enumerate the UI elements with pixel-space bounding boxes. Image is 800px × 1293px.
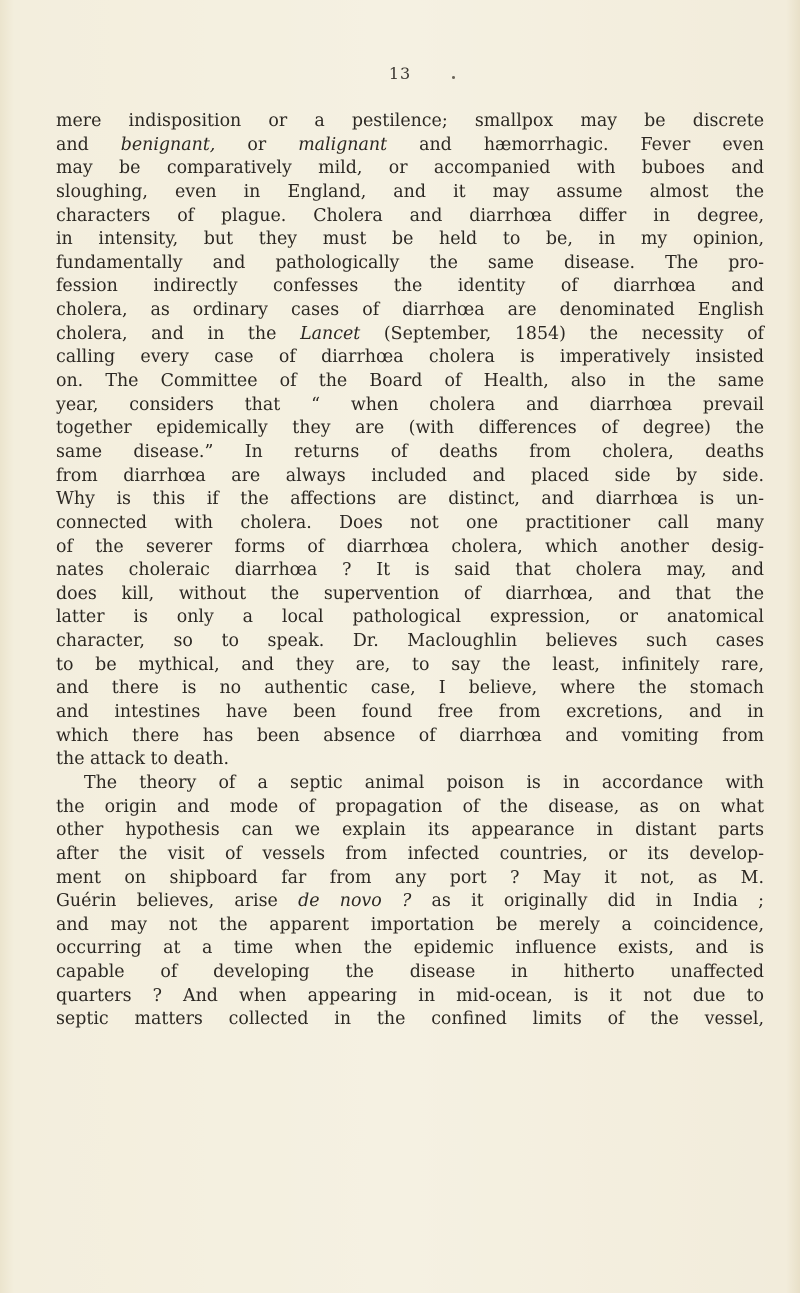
text-segment: occurring at a time when the epidemic influence exists, and is bbox=[56, 938, 764, 959]
text-line bbox=[56, 914, 764, 938]
text-segment: other hypothesis can we explain its appearance in distant parts bbox=[56, 820, 764, 841]
text-segment: the origin and mode of propagation of the disease, as on what bbox=[56, 796, 764, 817]
italic-text: Lancet bbox=[300, 323, 361, 344]
text-segment: calling every case of diarrhœa cholera is imperatively insisted bbox=[56, 347, 764, 368]
text-line bbox=[56, 559, 764, 583]
text-segment: connected with cholera. Does not one practitioner call many bbox=[56, 512, 764, 533]
italic-text: de novo ? bbox=[298, 891, 412, 912]
body-text bbox=[56, 110, 764, 1032]
text-segment: does kill, without the supervention of diarrhœa, and that the bbox=[56, 583, 764, 604]
text-segment: ment on shipboard far from any port ? May it not, as M. bbox=[56, 867, 764, 888]
text-segment: and intestines have been found free from excretions, and in bbox=[56, 702, 764, 723]
text-segment: of the severer forms of diarrhœa cholera, which another desig- bbox=[56, 536, 764, 557]
text-segment: or bbox=[215, 134, 299, 155]
text-segment: from diarrhœa are always included and placed side by side. bbox=[56, 465, 764, 486]
text-line bbox=[56, 394, 764, 418]
text-line bbox=[56, 134, 764, 158]
text-line bbox=[56, 228, 764, 252]
text-segment: to be mythical, and they are, to say the least, infinitely rare, bbox=[56, 654, 764, 675]
text-line bbox=[56, 725, 764, 749]
text-line bbox=[56, 677, 764, 701]
text-line bbox=[56, 275, 764, 299]
text-line bbox=[56, 819, 764, 843]
text-segment: after the visit of vessels from infected countries, or its develop- bbox=[56, 843, 764, 864]
text-segment: cholera, and in the bbox=[56, 323, 301, 344]
text-line bbox=[56, 417, 764, 441]
text-segment: and there is no authentic case, I believe, where the stomach bbox=[56, 678, 764, 699]
text-segment: capable of developing the disease in hitherto unaffected bbox=[56, 962, 764, 983]
text-line bbox=[56, 796, 764, 820]
text-line bbox=[56, 583, 764, 607]
text-segment: nates choleraic diarrhœa ? It is said that cholera may, and bbox=[56, 560, 764, 581]
text-segment: latter is only a local pathological expression, or anatomical bbox=[56, 607, 764, 628]
text-line bbox=[56, 370, 764, 394]
text-segment: and may not the apparent importation be merely a coincidence, bbox=[56, 914, 764, 935]
text-segment: fession indirectly confesses the identity of diarrhœa and bbox=[56, 276, 764, 297]
text-segment: which there has been absence of diarrhœa and vomiting from bbox=[56, 725, 764, 746]
text-line bbox=[56, 512, 764, 536]
text-line bbox=[56, 606, 764, 630]
text-line bbox=[56, 772, 764, 796]
text-segment: fundamentally and pathologically the same disease. The pro- bbox=[56, 252, 764, 273]
text-line bbox=[56, 867, 764, 891]
text-segment: Why is this if the affections are distinct, and diarrhœa is un- bbox=[56, 489, 764, 510]
text-segment: quarters ? And when appearing in mid-ocean, is it not due to bbox=[56, 985, 764, 1006]
text-line bbox=[56, 441, 764, 465]
page-number: 13 bbox=[388, 64, 412, 83]
italic-text: malignant bbox=[298, 134, 388, 155]
text-line bbox=[56, 110, 764, 134]
text-line bbox=[56, 748, 764, 772]
text-line bbox=[56, 252, 764, 276]
text-segment: The theory of a septic animal poison is in accordance with bbox=[84, 772, 764, 793]
text-line bbox=[56, 985, 764, 1009]
text-line bbox=[56, 536, 764, 560]
text-segment: character, so to speak. Dr. Macloughlin believes such cases bbox=[56, 631, 764, 652]
text-line bbox=[56, 157, 764, 181]
text-segment: mere indisposition or a pestilence; smallpox may be discrete bbox=[56, 111, 764, 131]
text-line bbox=[56, 654, 764, 678]
text-line bbox=[56, 488, 764, 512]
text-segment: (September, 1854) the necessity of bbox=[360, 323, 764, 344]
text-line bbox=[56, 843, 764, 867]
text-segment: as it originally did in India ; bbox=[411, 891, 764, 912]
text-line bbox=[56, 323, 764, 347]
text-segment: cholera, as ordinary cases of diarrhœa are denominated English bbox=[56, 300, 764, 321]
text-line bbox=[56, 181, 764, 205]
text-segment: on. The Committee of the Board of Health, also in the same bbox=[56, 371, 764, 392]
text-segment: sloughing, even in England, and it may assume almost the bbox=[56, 181, 764, 202]
text-segment: and hæmorrhagic. Fever even bbox=[387, 134, 764, 155]
text-line bbox=[56, 465, 764, 489]
italic-text: benignant, bbox=[120, 134, 216, 155]
text-segment: year, considers that “ when cholera and diarrhœa prevail bbox=[56, 394, 764, 415]
text-line bbox=[56, 299, 764, 323]
text-segment: in intensity, but they must be held to be, in my opinion, bbox=[56, 229, 764, 250]
text-segment: same disease.” In returns of deaths from cholera, deaths bbox=[56, 441, 764, 462]
text-line bbox=[56, 346, 764, 370]
text-line bbox=[56, 630, 764, 654]
text-segment: may be comparatively mild, or accompanied with buboes and bbox=[56, 158, 764, 179]
text-segment: and bbox=[56, 134, 121, 155]
text-segment: characters of plague. Cholera and diarrhœa differ in degree, bbox=[56, 205, 764, 226]
text-segment: Guérin believes, arise bbox=[56, 891, 299, 912]
text-line bbox=[56, 961, 764, 985]
text-segment: septic matters collected in the confined limits of the vessel, bbox=[56, 1009, 764, 1030]
text-line bbox=[56, 1008, 764, 1032]
ink-speck bbox=[452, 76, 455, 79]
text-line bbox=[56, 205, 764, 229]
text-line bbox=[56, 937, 764, 961]
text-segment: the attack to death. bbox=[56, 749, 230, 770]
text-line bbox=[56, 890, 764, 914]
text-line bbox=[56, 701, 764, 725]
text-segment: together epidemically they are (with differences of degree) the bbox=[56, 418, 764, 439]
